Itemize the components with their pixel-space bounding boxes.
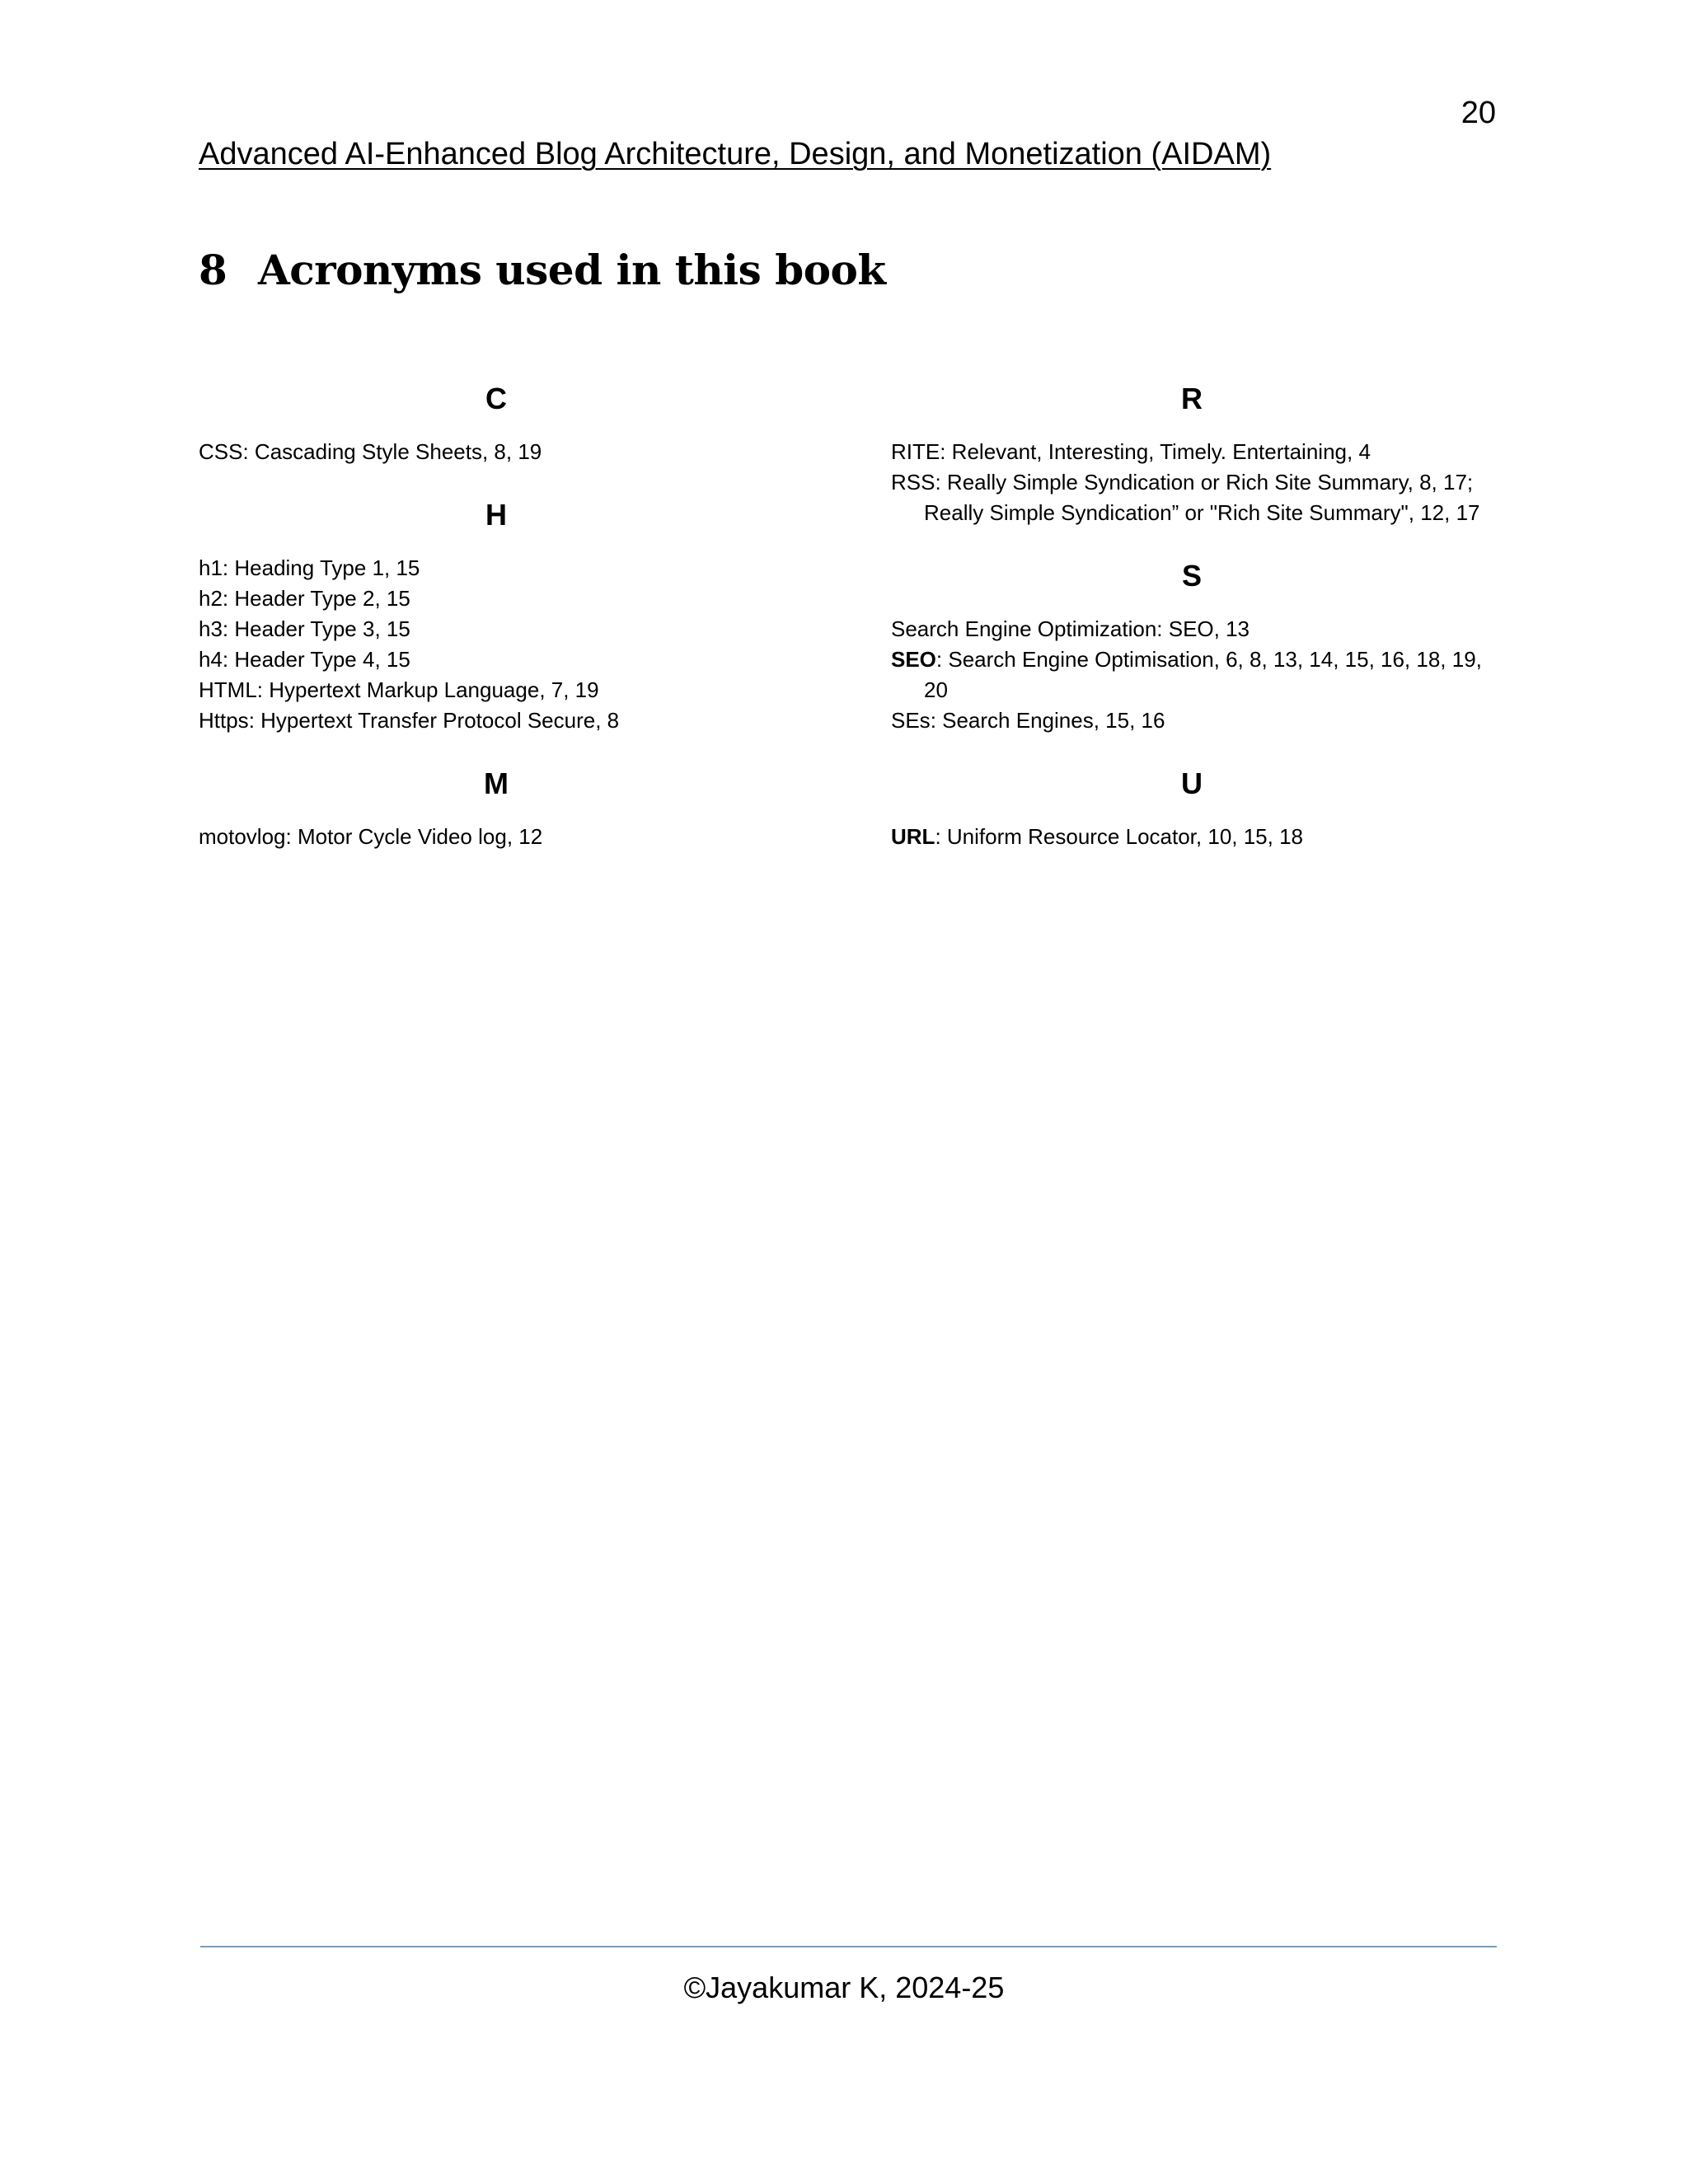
entry-term: URL [891, 824, 935, 849]
index-entry [199, 553, 794, 583]
entry-definition: : Hypertext Transfer Protocol Secure, 8 [248, 708, 620, 733]
entry-term: Https [199, 708, 249, 733]
index-entry [891, 437, 1493, 467]
entry-definition: : Relevant, Interesting, Timely. Entertaining, 4 [940, 439, 1371, 464]
index-section-m [199, 766, 794, 852]
entry-term: h4 [199, 647, 223, 672]
entry-term: SEO [891, 647, 936, 672]
entry-term: Search Engine Optimization [891, 616, 1157, 641]
running-header: Advanced AI-Enhanced Blog Architecture, Design, and Monetization (AIDAM) [199, 137, 1272, 171]
entry-term: CSS [199, 439, 243, 464]
chapter-heading [199, 247, 886, 293]
index-letter-heading: U [1181, 766, 1203, 800]
index-entry [199, 644, 794, 675]
footer-copyright: ©Jayakumar K, 2024-25 [683, 1971, 1005, 2004]
footer-divider [200, 1946, 1497, 1947]
index-section-s [891, 561, 1493, 736]
entry-definition: : Header Type 2, 15 [222, 586, 410, 611]
index-entry [199, 437, 794, 467]
index-entry [199, 614, 794, 644]
chapter-title: Acronyms used in this book [258, 246, 886, 294]
index-entry [891, 705, 1493, 736]
index-entry [891, 614, 1493, 644]
index-letter-heading: M [484, 766, 509, 800]
entry-term: h3 [199, 616, 223, 641]
entry-term: motovlog [199, 824, 286, 849]
entry-definition: : Search Engines, 15, 16 [930, 708, 1165, 733]
entry-definition: : Cascading Style Sheets, 8, 19 [242, 439, 542, 464]
entry-definition: : Header Type 4, 15 [222, 647, 410, 672]
entry-definition: : Really Simple Syndication or Rich Site Summary, 8, 17; Really Simple Syndication” or "Rich Site Summary", 12, 17 [924, 470, 1480, 525]
entry-term: RITE [891, 439, 940, 464]
entry-definition: : Heading Type 1, 15 [222, 555, 420, 580]
index-entry [891, 644, 1493, 705]
entry-definition: : Header Type 3, 15 [222, 616, 410, 641]
chapter-number: 8 [199, 246, 227, 294]
entry-definition: : SEO, 13 [1156, 616, 1250, 641]
index-entry [891, 467, 1493, 528]
entry-term: h2 [199, 586, 223, 611]
index-letter-heading: S [1181, 559, 1202, 593]
index-section-c [199, 384, 794, 467]
entry-definition: : Motor Cycle Video log, 12 [285, 824, 543, 849]
entry-term: HTML [199, 677, 257, 702]
entry-definition: : Uniform Resource Locator, 10, 15, 18 [935, 824, 1304, 849]
index-section-h [199, 500, 794, 736]
index-entry [199, 675, 794, 705]
index-letter-heading: C [485, 382, 507, 415]
entry-definition: : Search Engine Optimisation, 6, 8, 13, 14, 15, 16, 18, 19, 20 [924, 647, 1482, 702]
entry-term: h1 [199, 555, 223, 580]
entry-term: RSS [891, 470, 935, 494]
index-letter-heading: R [1181, 382, 1203, 415]
entry-term: SEs [891, 708, 931, 733]
page-number: 20 [1461, 96, 1496, 130]
index-entry [891, 822, 1493, 852]
index-letter-heading: H [485, 498, 507, 532]
entry-definition: : Hypertext Markup Language, 7, 19 [256, 677, 599, 702]
acronym-index [199, 384, 1493, 885]
index-entry [199, 583, 794, 614]
index-section-r [891, 384, 1493, 528]
index-entry [199, 822, 794, 852]
index-column-left [199, 384, 794, 885]
index-entry [199, 705, 794, 736]
index-column-right [891, 384, 1493, 885]
index-section-u [891, 766, 1493, 852]
